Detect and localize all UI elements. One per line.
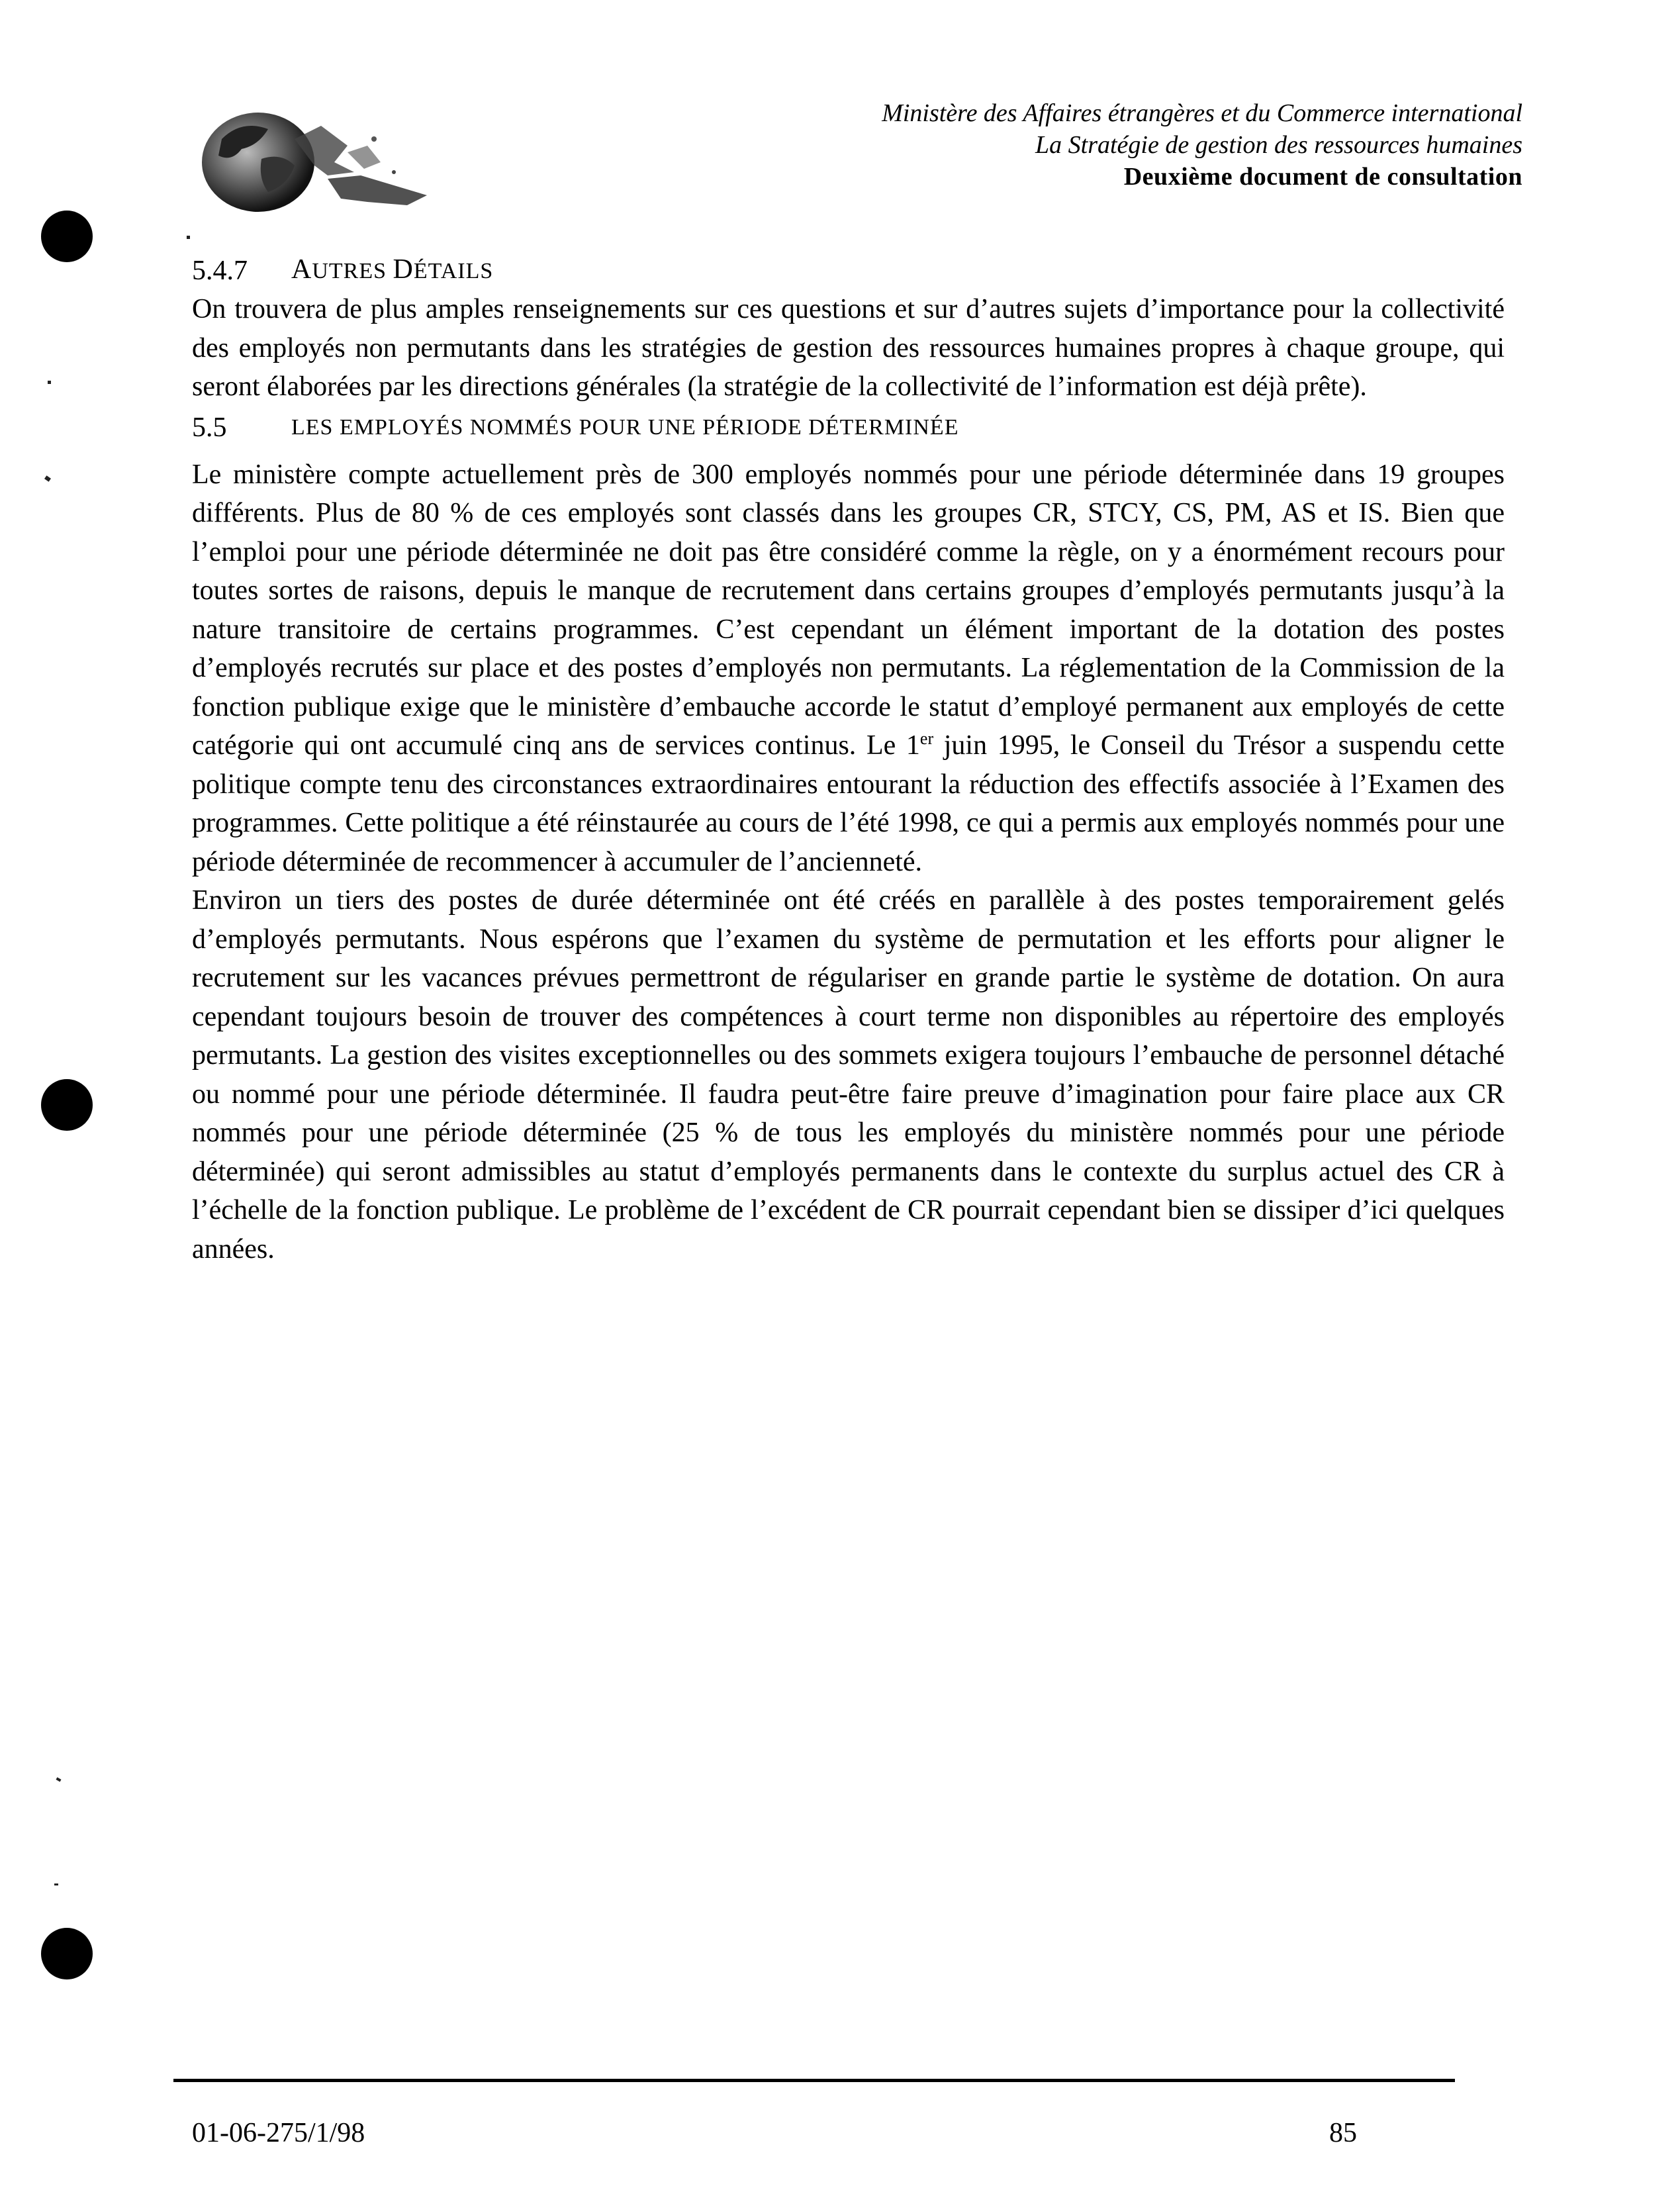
- section-title: AUTRES DÉTAILS: [291, 254, 494, 285]
- header-ministry: Ministère des Affaires étrangères et du Commerce international: [882, 99, 1522, 127]
- binder-hole-middle: [41, 1079, 93, 1131]
- section-547-paragraph: On trouvera de plus amples renseignements sur ces questions et sur d’autres sujets d’importance pour la collectivité des employés non permutants dans les stratégies de gestion des ressources humaines propres à chaque groupe, qui seront élaborées par les directions générales (la stratégie de la collectivité de l’information est déjà prête).: [192, 294, 1505, 402]
- section-55-paragraph-1: Le ministère compte actuellement près de 300 employés nommés pour une période déterminée dans 19 groupes différents. Plus de 80 % de ces employés sont classés dans les groupes CR, STCY, CS, PM, AS et IS. Bien que l’emploi pour une période déterminée ne doit pas être considéré comme la règle, on y a énormément recours pour toutes sortes de raisons, depuis le manque de recrutement dans certains groupes d’employés permutants jusqu’à la nature transitoire de certains programmes. C’est cependant un élément important de la dotation des postes d’employés recrutés sur place et des postes d’employés non permutants. La réglementation de la Commission de la fonction publique exige que le ministère d’embauche accorde le statut d’employé permanent aux employés de cette catégorie qui ont accumulé cinq ans de services continus. Le 1er juin 1995, le Conseil du Trésor a suspendu cette politique compte tenu des circonstances extraordinaires entourant la réduction des effectifs associée à l’Examen des programmes. Cette politique a été réinstaurée au cours de l’été 1998, ce qui a permis aux employés nommés pour une période déterminée de recommencer à accumuler de l’ancienneté.: [192, 459, 1505, 877]
- section-55-paragraph-2: Environ un tiers des postes de durée déterminée ont été créés en parallèle à des postes temporairement gelés d’employés permutants. Nous espérons que l’examen du système de permutation et les efforts pour aligner le recrutement sur les vacances prévues permettront de régulariser en grande partie le système de dotation. On aura cependant toujours besoin de trouver des compétences à court terme non disponibles au répertoire des employés permutants. La gestion des visites exceptionnelles ou des sommets exigera toujours l’embauche de personnel détaché ou nommé pour une période déterminée. Il faudra peut-être faire preuve d’imagination pour faire place aux CR nommés pour une période déterminée (25 % de tous les employés du ministère nommés pour une période déterminée) qui seront admissibles au statut d’employés permanents dans le contexte du surplus actuel des CR à l’échelle de la fonction publique. Le problème de l’excédent de CR pourrait cependant bien se dissiper d’ici quelques années.: [192, 885, 1505, 1264]
- document-number: 01-06-275/1/98: [192, 2118, 365, 2148]
- scan-speck: [187, 236, 190, 239]
- scan-speck: [56, 1778, 61, 1782]
- footer-rule: [173, 2079, 1455, 2082]
- scan-speck: [54, 1883, 58, 1885]
- main-content: [192, 252, 1505, 1268]
- header-strategy: La Stratégie de gestion des ressources humaines: [1035, 131, 1522, 159]
- section-heading-55: [192, 409, 1505, 448]
- page-number: 85: [1329, 2118, 1357, 2148]
- section-title: LES EMPLOYÉS NOMMÉS POUR UNE PÉRIODE DÉTERMINÉE: [291, 415, 959, 440]
- page-header: [882, 97, 1522, 193]
- section-heading-547: [192, 252, 1505, 290]
- section-number: 5.5: [192, 412, 227, 444]
- globe-logo: [195, 99, 450, 215]
- section-number: 5.4.7: [192, 255, 248, 286]
- scan-speck: [48, 381, 51, 384]
- header-document: Deuxième document de consultation: [1123, 163, 1522, 191]
- scan-speck: [44, 475, 51, 482]
- binder-hole-top: [41, 211, 93, 262]
- binder-hole-bottom: [41, 1928, 93, 1979]
